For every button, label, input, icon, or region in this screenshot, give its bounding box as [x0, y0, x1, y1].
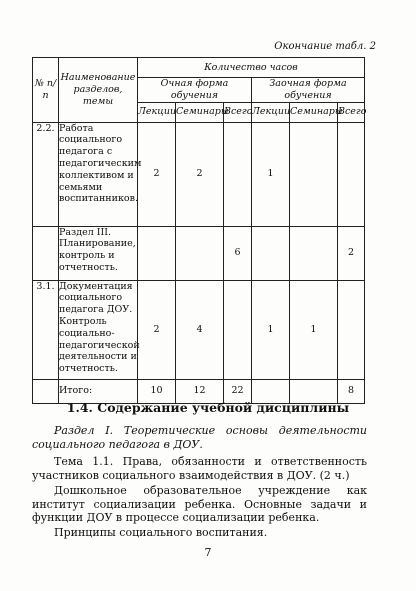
cell-value: 10: [138, 379, 176, 403]
topic-paragraph: Тема 1.1. Права, обязанности и ответственность участников социального взаимодействия в ДОУ. (2 ч.): [32, 455, 367, 482]
section-heading: 1.4. Содержание учебной дисциплины: [66, 400, 350, 415]
header-seminars: Семинары: [290, 102, 338, 122]
cell-value: 8: [338, 379, 365, 403]
cell-value: [224, 122, 252, 226]
cell-value: 2: [138, 280, 176, 379]
row-number: [33, 226, 59, 280]
cell-value: [338, 280, 365, 379]
body-paragraph: Принципы социального воспитания.: [54, 526, 268, 539]
row-title: Документация социального педагога ДОУ. Контроль социально-педагогической деятельности и отчетность.: [59, 280, 138, 379]
curriculum-table: [32, 57, 365, 404]
cell-value: 2: [338, 226, 365, 280]
cell-value: [224, 280, 252, 379]
cell-value: 1: [252, 122, 290, 226]
page-number: 7: [204, 546, 212, 559]
table-row: [33, 122, 365, 226]
cell-value: 1: [252, 280, 290, 379]
row-title: Итого:: [59, 379, 138, 403]
table-caption: Окончание табл. 2: [274, 41, 376, 52]
header-lectures: Лекции: [252, 102, 290, 122]
row-number: 3.1.: [33, 280, 59, 379]
cell-value: 2: [138, 122, 176, 226]
cell-value: [176, 226, 224, 280]
header-hours: Количество часов: [138, 58, 365, 78]
row-title: Раздел III. Планирование, контроль и отчетность.: [59, 226, 138, 280]
cell-value: 2: [176, 122, 224, 226]
header-total: Всего: [224, 102, 252, 122]
cell-value: 4: [176, 280, 224, 379]
cell-value: 1: [290, 280, 338, 379]
table-row: [33, 226, 365, 280]
cell-value: [338, 122, 365, 226]
header-name: Наименование разделов, темы: [59, 58, 138, 123]
header-lectures: Лекции: [138, 102, 176, 122]
row-title: Работа социального педагога с педагогическим коллективом и семьями воспитанников.: [59, 122, 138, 226]
section-intro: Раздел I. Теоретические основы деятельности социального педагога в ДОУ.: [32, 424, 367, 451]
cell-value: [138, 226, 176, 280]
row-number: 2.2.: [33, 122, 59, 226]
header-total: Всего: [338, 102, 365, 122]
header-num: № п/п: [33, 58, 59, 123]
header-full-time: Очная форма обучения: [138, 78, 252, 103]
cell-value: [290, 226, 338, 280]
table-row: [33, 280, 365, 379]
cell-value: 6: [224, 226, 252, 280]
cell-value: 12: [176, 379, 224, 403]
header-part-time: Заочная форма обучения: [252, 78, 365, 103]
cell-value: [252, 226, 290, 280]
cell-value: [290, 122, 338, 226]
body-paragraph: Дошкольное образовательное учреждение как институт социализации ребенка. Основные задачи и функции ДОУ в процессе социализации ребенка.: [32, 484, 367, 525]
header-seminars: Семинары: [176, 102, 224, 122]
cell-value: 22: [224, 379, 252, 403]
